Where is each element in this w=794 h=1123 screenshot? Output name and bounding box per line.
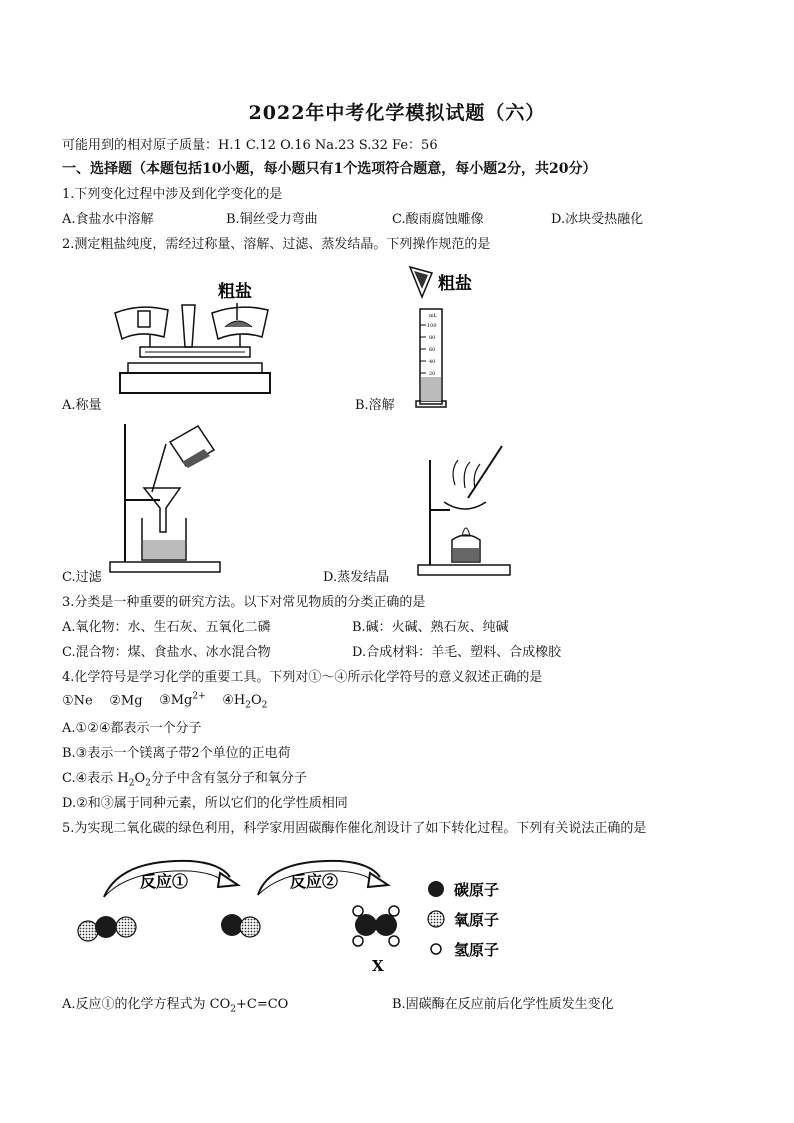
symbol-1: ①Ne <box>62 693 93 709</box>
q2-option-c: C.过滤 <box>62 570 102 585</box>
q4-symbols <box>62 692 267 711</box>
cylinder-figure <box>396 265 496 410</box>
legend-hydrogen: 氢原子 <box>454 941 500 959</box>
symbol-3: $③Mg^{2+}$ <box>159 692 206 709</box>
hydrogen-atom-1 <box>353 906 363 916</box>
q3-stem: 3.分类是一种重要的研究方法。以下对常见物质的分类正确的是 <box>62 595 426 610</box>
filtration-figure <box>100 422 230 582</box>
oxygen-atom-3 <box>240 917 260 937</box>
legend-carbon: 碳原子 <box>454 881 500 899</box>
x-label: X <box>372 957 384 975</box>
tick-40: 40 <box>429 359 436 365</box>
tick-80: 80 <box>429 335 436 341</box>
reaction-diagram <box>70 855 530 980</box>
oxygen-atom-1 <box>78 921 98 941</box>
q1-option-c: C.酸雨腐蚀雕像 <box>392 212 484 227</box>
q5-option-a: A.反应①的化学方程式为 $CO_2+C=CO$ <box>62 997 289 1015</box>
legend-hydrogen-swatch <box>431 944 441 954</box>
hydrogen-atom-2 <box>353 936 363 946</box>
q2-option-a: A.称量 <box>62 398 102 413</box>
q4-option-a: A.①②④都表示一个分子 <box>62 721 202 736</box>
q4-stem: 4.化学符号是学习化学的重要工具。下列对①～④所示化学符号的意义叙述正确的是 <box>62 670 543 685</box>
evaporation-figure <box>410 440 520 580</box>
section-heading: 一、选择题（本题包括10小题，每小题只有1个选项符合题意，每小题2分，共20分） <box>62 161 597 177</box>
carbon-atom-4 <box>375 914 397 936</box>
tick-60: 60 <box>429 347 436 353</box>
q5-stem: 5.为实现二氧化碳的绿色利用，科学家用固碳酶作催化剂设计了如下转化过程。下列有关说法正确的是 <box>62 821 647 836</box>
q2-option-b: B.溶解 <box>355 398 395 413</box>
q4-option-c: C.④表示 $H_2O_2$分子中含有氢分子和氧分子 <box>62 771 307 789</box>
q1-option-a: A.食盐水中溶解 <box>62 212 154 227</box>
carbon-atom-1 <box>95 916 117 938</box>
oxygen-atom-2 <box>116 917 136 937</box>
symbol-4: $④H_2O_2$ <box>222 693 268 711</box>
balance-figure <box>100 275 290 400</box>
carbon-atom-3 <box>355 914 377 936</box>
q1-option-d: D.冰块受热融化 <box>551 212 644 227</box>
salt-label-b: 粗盐 <box>438 274 472 294</box>
q1-option-b: B.铜丝受力弯曲 <box>226 212 318 227</box>
legend-oxygen: 氧原子 <box>454 911 500 929</box>
q2-stem: 2.测定粗盐纯度，需经过称量、溶解、过滤、蒸发结晶。下列操作规范的是 <box>62 237 491 252</box>
tick-20: 20 <box>429 371 436 377</box>
hydrogen-atom-3 <box>389 906 399 916</box>
q4-option-b: B.③表示一个镁离子带2个单位的正电荷 <box>62 746 291 761</box>
q2-option-d: D.蒸发结晶 <box>323 570 390 585</box>
page-title: 2022年中考化学模拟试题（六） <box>248 102 546 124</box>
q3-option-b: B.碱：火碱、熟石灰、纯碱 <box>352 620 509 635</box>
q3-option-c: C.混合物：煤、食盐水、冰水混合物 <box>62 645 271 660</box>
reaction-2-label: 反应② <box>290 872 339 891</box>
q4-option-d: D.②和③属于同种元素，所以它们的化学性质相同 <box>62 796 348 811</box>
q1-stem: 1.下列变化过程中涉及到化学变化的是 <box>62 187 283 202</box>
hydrogen-atom-4 <box>389 936 399 946</box>
q3-option-a: A.氧化物：水、生石灰、五氧化二磷 <box>62 620 271 635</box>
legend-oxygen-swatch <box>428 911 444 927</box>
q3-option-d: D.合成材料：羊毛、塑料、合成橡胶 <box>352 645 562 660</box>
reaction-1-label: 反应① <box>140 872 189 891</box>
atomic-masses: 可能用到的相对原子质量：H.1 C.12 O.16 Na.23 S.32 Fe：56 <box>62 138 438 153</box>
tick-100: 100 <box>427 323 437 329</box>
symbol-2: ②Mg <box>109 693 143 709</box>
salt-label-a: 粗盐 <box>218 282 252 302</box>
tick-ml: mL <box>429 313 438 319</box>
q5-option-b: B.固碳酶在反应前后化学性质发生变化 <box>392 997 614 1012</box>
legend-carbon-swatch <box>428 881 444 897</box>
